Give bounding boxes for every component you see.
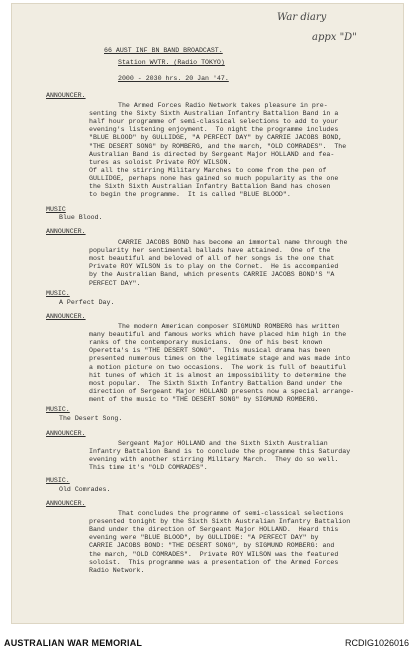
transcript-line: tures as soloist Private ROY WILSON. [89, 158, 232, 166]
footer-reference: RCDIG1026016 [344, 638, 409, 648]
document-page [11, 3, 404, 624]
transcript-line: presented tonight by the Sixth Sixth Australian Infantry Battalion [89, 518, 351, 526]
transcript-line: ment of the music to "THE DESERT SONG" by SIGMUND ROMBERG. [89, 395, 319, 403]
transcript-line: most popular. The Sixth Sixth Infantry Battalion Band under the [89, 379, 343, 387]
footer-bar [0, 630, 413, 653]
transcript-line: Of all the stirring Military Marches to come from the pen of [89, 166, 327, 174]
speaker-label: ANNOUNCER. [46, 313, 86, 320]
speaker-label: ANNOUNCER. [46, 500, 86, 507]
transcript-line: The Armed Forces Radio Network takes pleasure in pre- [118, 102, 328, 109]
handwritten-annotation-line2: appx "D" [312, 32, 357, 43]
transcript-line: The modern American composer SIGMUND ROMBERG has written [118, 323, 340, 330]
transcript-line: PERFECT DAY". [89, 279, 141, 287]
transcript-line: the Sixth Sixth Australian Infantry Battalion Band has chosen [89, 183, 331, 190]
station-line: Station WVTR. (Radio TOKYO) [118, 59, 225, 66]
transcript-line: Band under the direction of Sergeant Major HOLLAND. Heard this [89, 526, 339, 534]
transcript-line: a motion picture on two occasions. The work is full of beautiful [89, 363, 347, 371]
transcript-line: ranks of the contemporary musicians. One of his best known [89, 339, 323, 347]
transcript-line: by the Australian Band, which presents CARRIE JACOBS BOND'S "A [89, 271, 335, 279]
speaker-label: ANNOUNCER. [46, 430, 86, 437]
transcript-line: Operetta's is "THE DESERT SONG". This musical drama has been [89, 347, 331, 355]
speaker-label: ANNOUNCER. [46, 228, 86, 235]
speaker-label: MUSIC. [46, 477, 70, 484]
transcript-line: half hour programme of semi-classical selections to add to your [89, 118, 339, 126]
transcript-line: evening with another stirring Military March. They do so well. [89, 456, 339, 464]
speaker-label: MUSIC. [46, 406, 70, 413]
time-line: 2000 - 2030 hrs. 20 Jan '47. [118, 75, 229, 82]
transcript-line: CARRIE JACOBS BOND: "THE DESERT SONG", by SIGMUND ROMBERG: and [89, 542, 335, 550]
transcript-line: senting the Sixty Sixth Australian Infantry Battalion Band in a [89, 110, 339, 118]
transcript-line: "BLUE BLOOD" by GULLIDGE, "A PERFECT DAY" by CARRIE JACOBS BOND, [89, 134, 343, 142]
footer-institution: AUSTRALIAN WAR MEMORIAL [4, 638, 143, 648]
transcript-line: presented numerous times on the legitimate stage and was made into [89, 355, 351, 363]
music-title: The Desert Song. [59, 415, 123, 422]
transcript-line: This time it's "OLD COMRADES". [89, 464, 208, 472]
transcript-line: the march, "OLD COMRADES". Private ROY WILSON was the featured [89, 550, 339, 558]
speaker-label: ANNOUNCER. [46, 92, 86, 99]
transcript-line: to begin the programme. It is called "BLUE BLOOD". [89, 191, 291, 199]
transcript-line: hit tunes of which it is almost an impossibility to determine the [89, 371, 347, 379]
speaker-label: MUSIC. [46, 290, 70, 297]
transcript-line: Sergeant Major HOLLAND and the Sixth Sixth Australian [118, 440, 328, 447]
music-title: A Perfect Day. [59, 299, 115, 306]
transcript-line: CARRIE JACOBS BOND has become an immortal name through the [118, 239, 348, 246]
transcript-line: popularity her sentimental ballads have attained. One of the [89, 247, 331, 255]
transcript-line: Australian Band is directed by Sergeant Major HOLLAND and fea- [89, 150, 335, 158]
transcript-line: GULLIDGE, perhaps none has gained so much popularity as the one [89, 174, 339, 182]
transcript-line: evening were "BLUE BLOOD", by GULLIDGE: "A PERFECT DAY" by [89, 534, 319, 542]
transcript-line: evening's listening enjoyment. To night the programme includes [89, 126, 339, 134]
transcript-line: direction of Sergeant Major HOLLAND presents now a special arrange- [89, 387, 355, 395]
handwritten-annotation-line1: War diary [277, 12, 327, 23]
transcript-line: "THE DESERT SONG" by ROMBERG, and the march, "OLD COMRADES". The [89, 142, 347, 150]
transcript-line: most beautiful and beloved of all of her songs is the one that [89, 255, 335, 263]
transcript-line: many beautiful and famous works which have placed him high in the [89, 331, 347, 339]
music-title: Blue Blood. [59, 214, 103, 221]
transcript-line: Private ROY WILSON is to play on the Cornet. He is accompanied [89, 263, 339, 271]
broadcast-title: 66 AUST INF BN BAND BROADCAST. [104, 47, 223, 54]
transcript-line: Infantry Battalion Band is to conclude the programme this Saturday [89, 448, 351, 456]
speaker-label: MUSIC [46, 206, 66, 213]
transcript-line: soloist. This programme was a presentation of the Armed Forces [89, 558, 339, 566]
transcript-line: Radio Network. [89, 566, 145, 574]
transcript-line: That concludes the programme of semi-classical selections [118, 510, 344, 517]
music-title: Old Comrades. [59, 486, 111, 493]
